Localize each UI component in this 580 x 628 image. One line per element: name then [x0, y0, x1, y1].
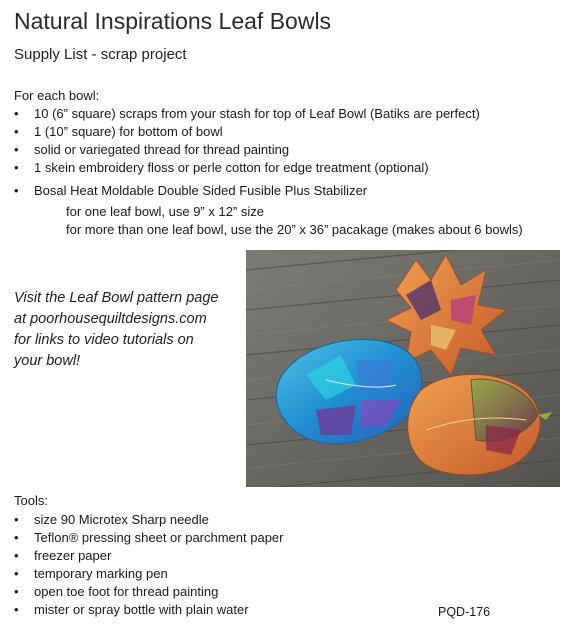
supplies-list	[12, 105, 480, 200]
list-item: • temporary marking pen	[12, 565, 284, 583]
list-item: • size 90 Microtex Sharp needle	[12, 511, 284, 529]
tools-list	[12, 511, 284, 619]
list-item: • 1 skein embroidery floss or perle cotton for edge treatment (optional)	[12, 159, 480, 177]
list-item: • open toe foot for thread painting	[12, 583, 284, 601]
page-subtitle: Supply List - scrap project	[14, 46, 187, 63]
pattern-code: PQD-176	[438, 605, 491, 619]
leaf-bowls-illustration	[246, 250, 560, 487]
list-item: • mister or spray bottle with plain water	[12, 601, 284, 619]
supplies-intro: For each bowl:	[14, 88, 100, 103]
page-title: Natural Inspirations Leaf Bowls	[14, 8, 332, 34]
list-item: • 1 (10” square) for bottom of bowl	[12, 123, 480, 141]
list-item: • freezer paper	[12, 547, 284, 565]
list-item: • 10 (6” square) scraps from your stash for top of Leaf Bowl (Batiks are perfect)	[12, 105, 480, 123]
stabilizer-size-single: for one leaf bowl, use 9” x 12” size	[66, 204, 264, 219]
list-item: • solid or variegated thread for thread painting	[12, 141, 480, 159]
stabilizer-size-multiple: for more than one leaf bowl, use the 20” x 36” pacakage (makes about 6 bowls)	[66, 222, 523, 237]
list-item: • Bosal Heat Moldable Double Sided Fusible Plus Stabilizer	[12, 182, 480, 200]
list-item: • Teflon® pressing sheet or parchment paper	[12, 529, 284, 547]
leaf-bowls-photo	[246, 250, 560, 487]
pattern-page-note: Visit the Leaf Bowl pattern page at poorhousequiltdesigns.com for links to video tutorials on your bowl!	[14, 290, 219, 369]
tools-heading: Tools:	[14, 493, 48, 508]
